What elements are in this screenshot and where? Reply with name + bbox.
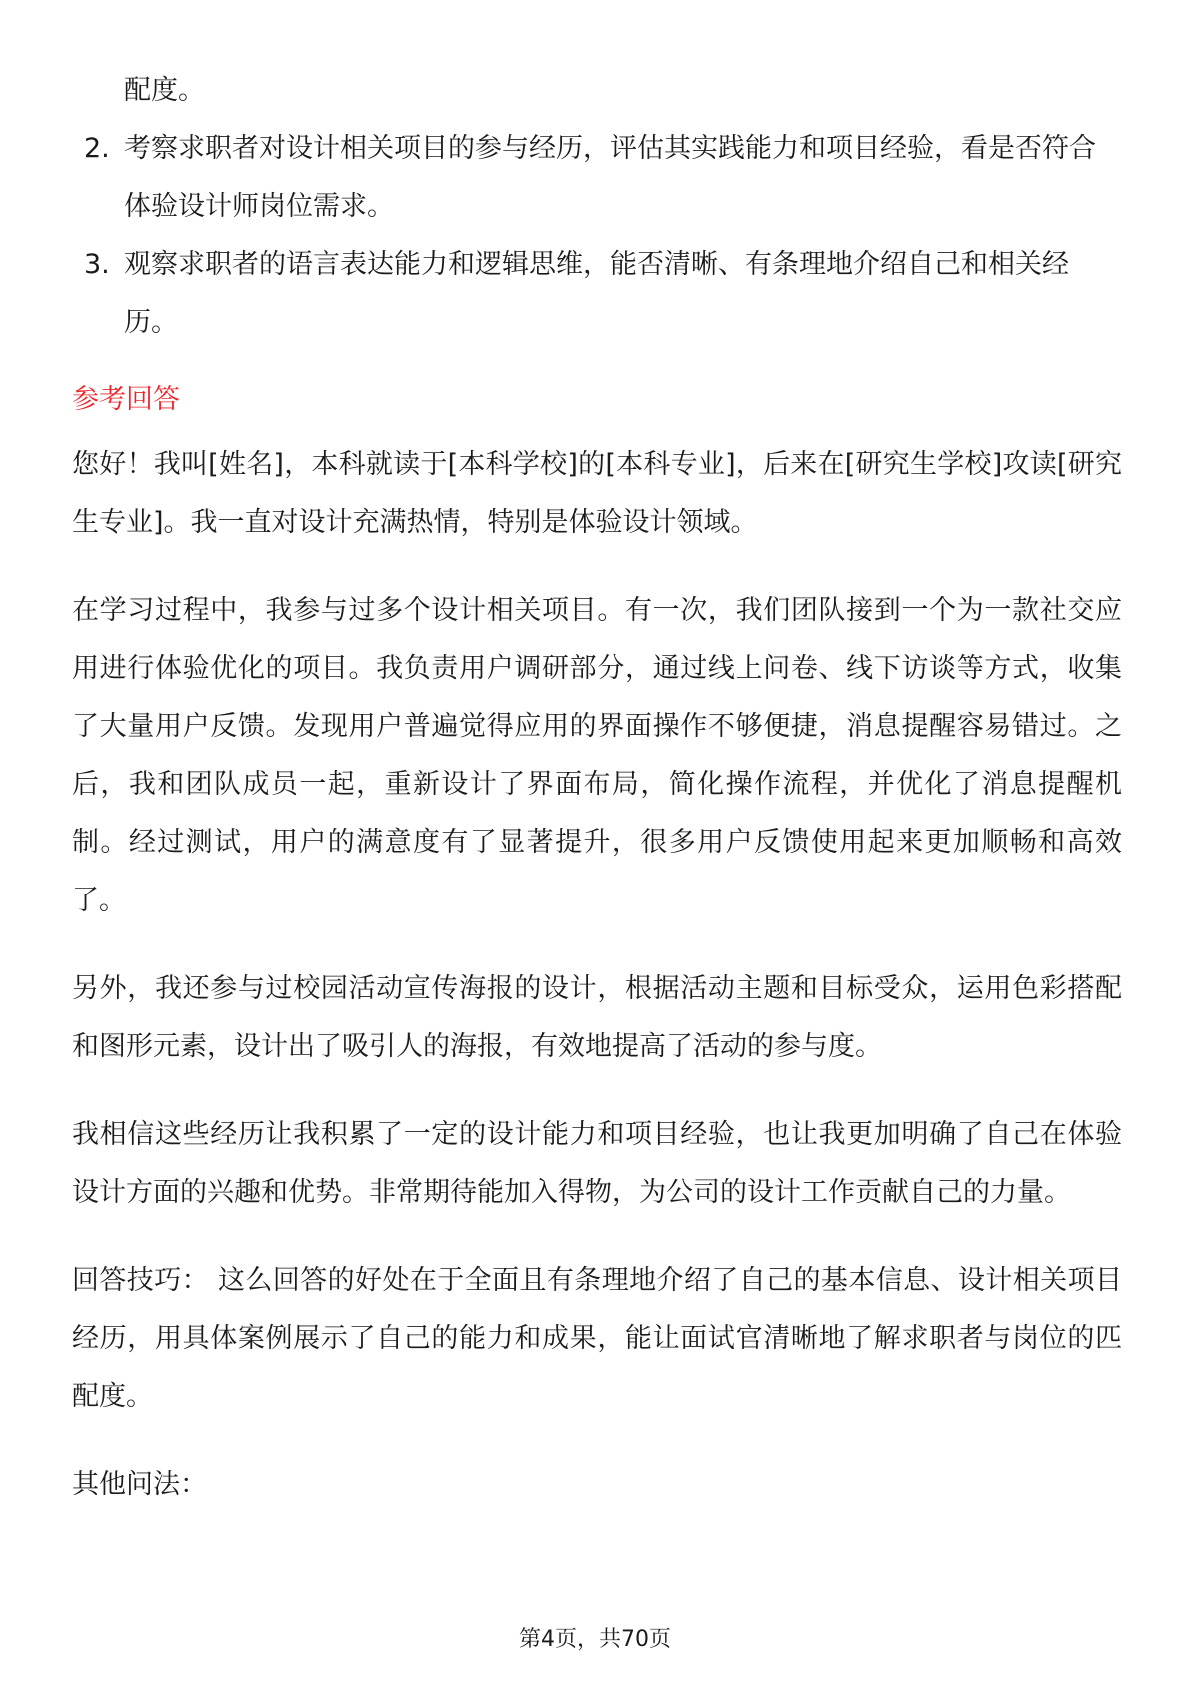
list-item-continuation: 配度。 (124, 75, 205, 106)
page-content (72, 62, 1122, 1544)
paragraph-poster-design: 另外，我还参与过校园活动宣传海报的设计，根据活动主题和目标受众，运用色彩搭配和图形元素，设计出了吸引人的海报，有效地提高了活动的参与度。 (72, 973, 1122, 1062)
paragraph-closing: 我相信这些经历让我积累了一定的设计能力和项目经验，也让我更加明确了自己在体验设计方面的兴趣和优势。非常期待能加入得物，为公司的设计工作贡献自己的力量。 (72, 1119, 1122, 1208)
list-item-number: 3. (84, 249, 110, 280)
list-item-text: 观察求职者的语言表达能力和逻辑思维，能否清晰、有条理地介绍自己和相关经历。 (124, 249, 1069, 338)
numbered-list (72, 120, 1122, 352)
page-number-footer: 第4页，共70页 (519, 1627, 671, 1652)
paragraph-introduction: 您好！我叫[姓名]，本科就读于[本科学校]的[本科专业]，后来在[研究生学校]攻读[研究生专业]。我一直对设计充满热情，特别是体验设计领域。 (72, 449, 1122, 538)
section-heading-reference-answer: 参考回答 (72, 384, 180, 415)
paragraph-project-experience: 在学习过程中，我参与过多个设计相关项目。有一次，我们团队接到一个为一款社交应用进行体验优化的项目。我负责用户调研部分，通过线上问卷、线下访谈等方式，收集了大量用户反馈。发现用户普遍觉得应用的界面操作不够便捷，消息提醒容易错过。之后，我和团队成员一起，重新设计了界面布局，简化操作流程，并优化了消息提醒机制。经过测试，用户的满意度有了显著提升，很多用户反馈使用起来更加顺畅和高效了。 (72, 595, 1122, 916)
paragraph-answer-tips: 回答技巧： 这么回答的好处在于全面且有条理地介绍了自己的基本信息、设计相关项目经历，用具体案例展示了自己的能力和成果，能让面试官清晰地了解求职者与岗位的匹配度。 (72, 1265, 1122, 1412)
list-item-number: 2. (84, 133, 110, 164)
paragraph-other-questions: 其他问法： (72, 1469, 207, 1500)
list-item (72, 120, 1122, 236)
list-item-text: 考察求职者对设计相关项目的参与经历，评估其实践能力和项目经验，看是否符合体验设计师岗位需求。 (124, 133, 1096, 222)
list-item (72, 236, 1122, 352)
